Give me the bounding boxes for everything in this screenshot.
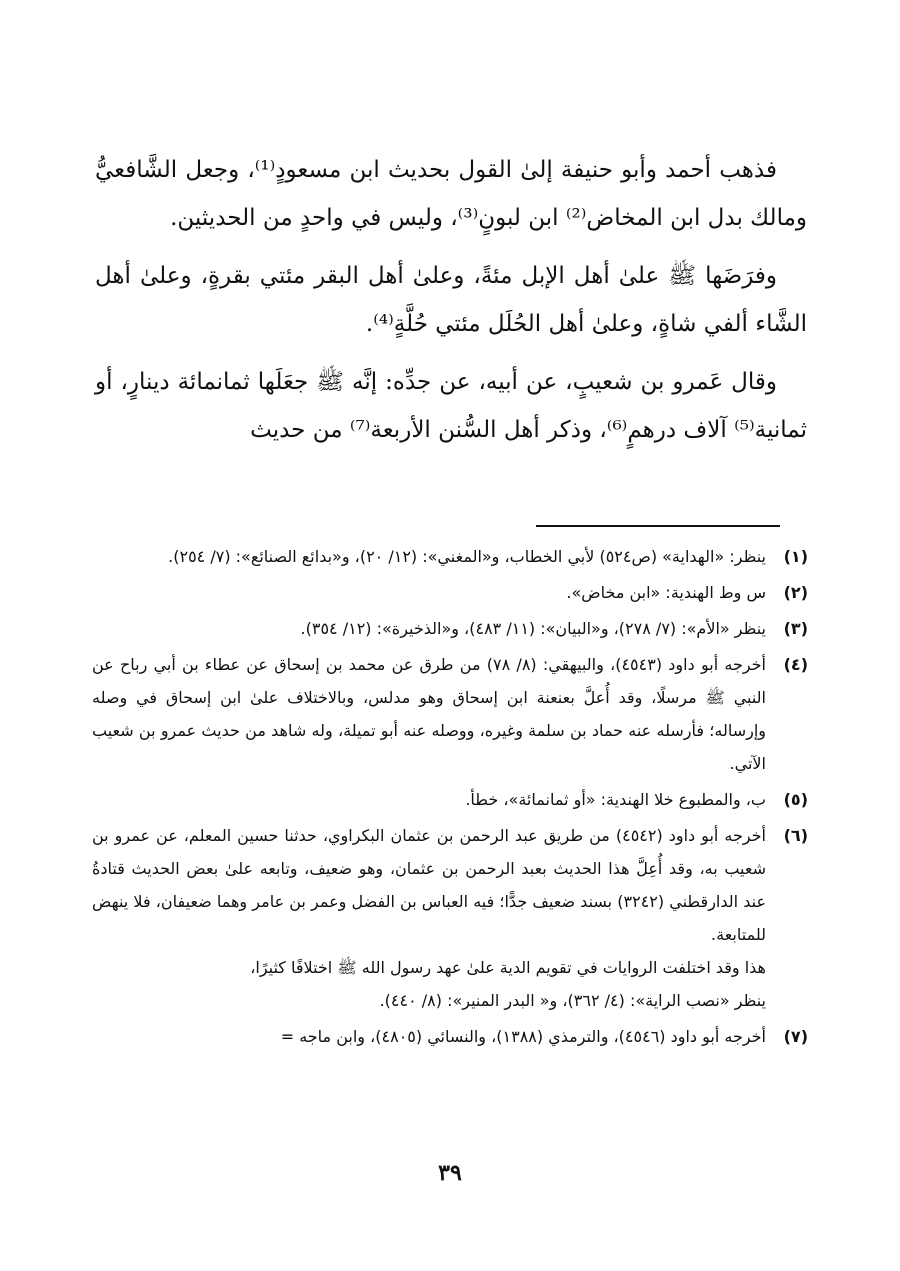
footnote-7 [92,1020,808,1053]
page-number: ٣٩ [438,1160,462,1186]
main-text [95,146,807,464]
footnote-5 [92,783,808,816]
footnote-number: (٤) [783,655,808,674]
footnote-text: أخرجه أبو داود (٤٥٤٢) من طريق عبد الرحمن بن عثمان البكراوي، حدثنا حسين المعلم، عن عمرو بن شعيب به، وقد أُعِلَّ هذا الحديث بعبد الرحمن بن عثمان، وهو ضعيف، وتابعه علىٰ بعض الحديث قتادةُ عند الدارقطني (٣٢٤٢) بسند ضعيف جدًّا؛ فيه العباس بن الفضل وعمر بن عامر وهما ضعيفان، فلا ينهض للمتابعة. [92,826,767,944]
footnote-4 [92,648,808,780]
footnote-2 [92,576,808,609]
footnote-number: (٧) [783,1027,808,1046]
footnote-number: (١) [783,547,808,566]
footnote-text: ب، والمطبوع خلا الهندية: «أو ثمانمائة»، خطأ. [465,790,766,809]
footnote-1 [92,540,808,573]
footnote-extra-line: ينظر «نصب الراية»: (٤/ ٣٦٢)، و« البدر المنير»: (٨/ ٤٤٠). [379,991,766,1010]
footnote-text: أخرجه أبو داود (٤٥٤٣)، والبيهقي: (٨/ ٧٨) من طرق عن محمد بن إسحاق عن عطاء بن أبي رباح عن النبي ﷺ مرسلًا، وقد أُعلَّ بعنعنة ابن إسحاق وهو مدلس، وبالاختلاف علىٰ ابن إسحاق في وصله وإرساله؛ فأرسله عنه حماد بن سلمة وغيره، ووصله عنه أبو تميلة، وله شاهد من حديث عمرو بن شعيب الآتي. [92,655,767,773]
footnote-text: ينظر: «الهداية» (ص٥٢٤) لأبي الخطاب، و«المغني»: (١٢/ ٢٠)، و«بدائع الصنائع»: (٧/ ٢٥٤). [168,547,766,566]
footnote-number: (٦) [783,826,808,845]
footnote-number: (٥) [783,790,808,809]
paragraph-2: وفرَضَها ﷺ علىٰ أهل الإبل مئةً، وعلىٰ أهل البقر مئتي بقرةٍ، وعلىٰ أهل الشَّاء ألفي شاةٍ، وعلىٰ أهل الحُلَل مئتي حُلَّةٍ⁽⁴⁾. [95,263,807,337]
footnote-6 [92,819,808,1017]
footnote-extra-line: هذا وقد اختلفت الروايات في تقويم الدية علىٰ عهد رسول الله ﷺ اختلافًا كثيرًا، [250,958,766,977]
footnote-number: (٢) [783,583,808,602]
footnote-text: أخرجه أبو داود (٤٥٤٦)، والترمذي (١٣٨٨)، والنسائي (٤٨٠٥)، وابن ماجه = [280,1027,766,1046]
footnote-3 [92,612,808,645]
paragraph-1: فذهب أحمد وأبو حنيفة إلىٰ القول بحديث ابن مسعودٍ⁽¹⁾، وجعل الشَّافعيُّ ومالك بدل ابن المخاض⁽²⁾ ابن لبونٍ⁽³⁾، وليس في واحدٍ من الحديثين. [95,157,807,231]
footnote-separator [536,525,780,527]
footnotes [92,540,808,1056]
paragraph-3: وقال عَمرو بن شعيبٍ، عن أبيه، عن جدِّه: إنَّه ﷺ جعَلَها ثمانمائة دينارٍ، أو ثمانية⁽⁵⁾ آلاف درهمٍ⁽⁶⁾، وذكر أهل السُّنن الأربعة⁽⁷⁾ من حديث [95,369,807,443]
footnote-text: ينظر «الأم»: (٧/ ٢٧٨)، و«البيان»: (١١/ ٤٨٣)، و«الذخيرة»: (١٢/ ٣٥٤). [300,619,766,638]
footnote-number: (٣) [783,619,808,638]
footnote-text: س وط الهندية: «ابن مخاض». [566,583,766,602]
